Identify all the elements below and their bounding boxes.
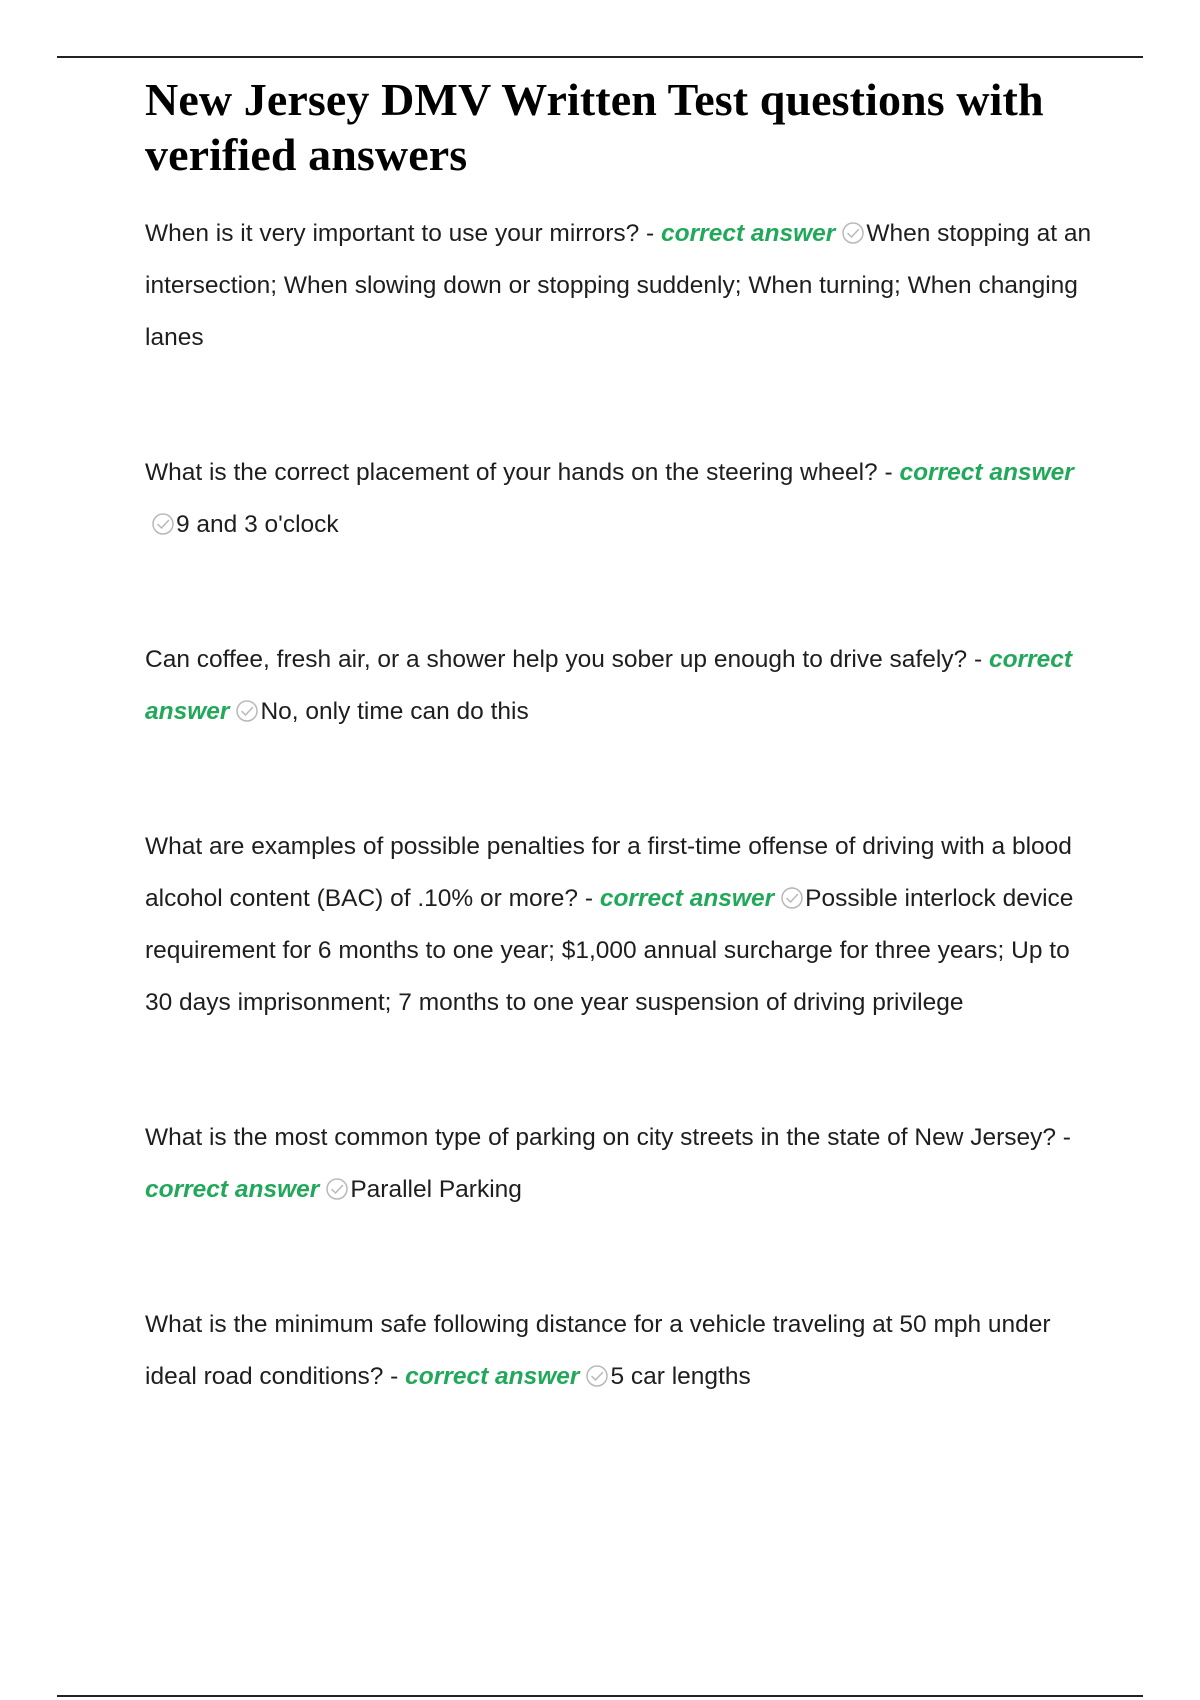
correct-answer-label: correct answer (145, 646, 1073, 725)
verified-check-icon (780, 886, 804, 910)
question-text: When is it very important to use your mirrors? (145, 220, 640, 247)
answer-text: No, only time can do this (260, 698, 529, 725)
answer-text: Parallel Parking (350, 1176, 522, 1203)
qa-item (145, 208, 1095, 364)
correct-answer-label: correct answer (405, 1363, 580, 1390)
question-text: What are examples of possible penalties for a first-time offense of driving with a blood alcohol content (BAC) of .10% or more? (145, 833, 1072, 912)
verified-check-icon (841, 221, 865, 245)
verified-check-icon (235, 699, 259, 723)
verified-check-icon (325, 1177, 349, 1201)
qa-item (145, 634, 1095, 738)
verified-check-icon (151, 512, 175, 536)
separator: - (967, 646, 989, 673)
qa-item (145, 1112, 1095, 1216)
top-rule (57, 56, 1143, 58)
question-text: What is the most common type of parking on city streets in the state of New Jersey? (145, 1124, 1056, 1151)
bottom-rule (57, 1695, 1143, 1697)
document-body (145, 72, 1095, 1403)
qa-item (145, 1299, 1095, 1403)
answer-text: When stopping at an intersection; When slowing down or stopping suddenly; When turning; When changing lanes (145, 220, 1092, 351)
answer-text: Possible interlock device requirement for 6 months to one year; $1,000 annual surcharge for three years; Up to 30 days imprisonment; 7 months to one year suspension of driving privilege (145, 885, 1074, 1016)
document-title: New Jersey DMV Written Test questions with verified answers (145, 74, 1044, 180)
correct-answer-label: correct answer (599, 885, 775, 912)
separator: - (578, 885, 600, 912)
correct-answer-label: correct answer (899, 459, 1074, 486)
separator: - (639, 220, 662, 247)
answer-text: 5 car lengths (610, 1363, 751, 1390)
correct-answer-label: correct answer (661, 220, 836, 247)
qa-item (145, 821, 1095, 1029)
correct-answer-label: correct answer (145, 1176, 320, 1203)
question-text: What is the minimum safe following distance for a vehicle traveling at 50 mph under ideal road conditions? (145, 1311, 1051, 1390)
answer-text: 9 and 3 o'clock (176, 511, 339, 538)
question-text: What is the correct placement of your hands on the steering wheel? (145, 459, 878, 486)
separator: - (383, 1363, 406, 1390)
separator: - (877, 459, 900, 486)
question-text: Can coffee, fresh air, or a shower help you sober up enough to drive safely? (145, 646, 968, 673)
verified-check-icon (585, 1364, 609, 1388)
qa-item (145, 447, 1095, 551)
separator: - (1055, 1124, 1071, 1151)
